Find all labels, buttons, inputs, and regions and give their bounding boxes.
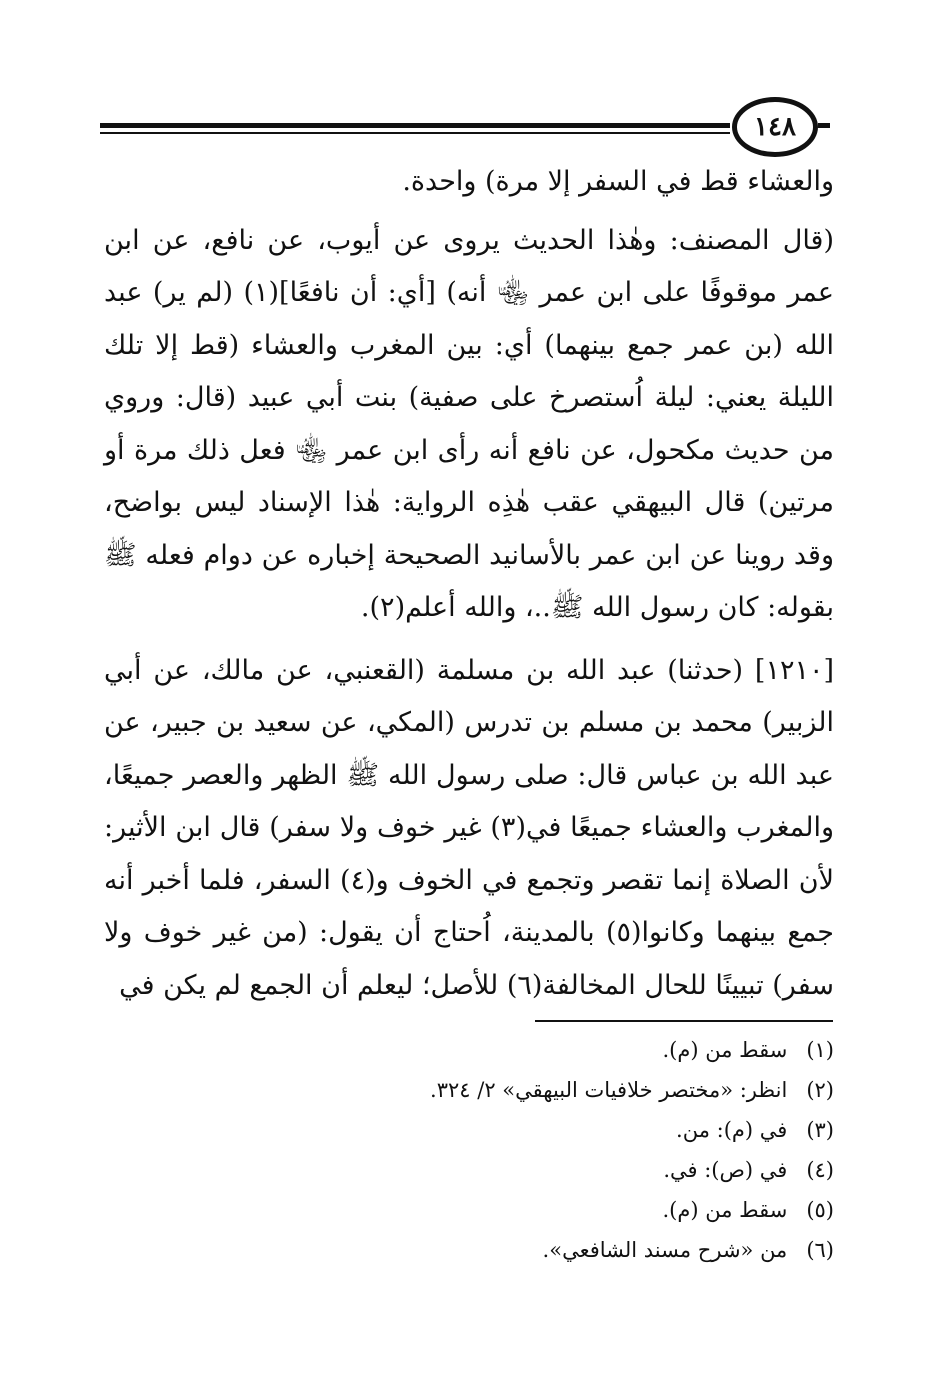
footnote-item — [104, 1070, 834, 1110]
footnote-number: (٤) — [806, 1158, 834, 1182]
paragraph-continuation: والعشاء قط في السفر إلا مرة) واحدة. — [402, 166, 834, 197]
footnote-separator — [535, 1020, 833, 1022]
paragraph-hadith-1210: [١٢١٠] (حدثنا) عبد الله بن مسلمة (القعنبي، عن مالك، عن أبي الزبير) محمد بن مسلم بن تدرس (المكي، عن سعيد بن جبير، عن عبد الله بن عباس قال: صلى رسول الله ﷺ الظهر والعصر جميعًا، والمغرب والعشاء جميعًا في(٣) غير خوف ولا سفر) قال ابن الأثير: لأن الصلاة إنما تقصر وتجمع في الخوف و(٤) السفر، فلما أخبر أنه جمع بينهما وكانوا(٥) بالمدينة، اُحتاج أن يقول: (من غير خوف ولا سفر) تبيينًا للحال المخالفة(٦) للأصل؛ ليعلم أن الجمع لم يكن في — [104, 654, 835, 1001]
main-text — [104, 156, 834, 1022]
footnote-item — [104, 1230, 834, 1270]
footnote-text: انظر: «مختصر خلافيات البيهقي» ٢/ ٣٢٤. — [430, 1078, 788, 1102]
footnote-text: في (ص): في. — [663, 1158, 788, 1182]
footnote-item — [104, 1030, 834, 1070]
footnote-number: (٦) — [806, 1238, 834, 1262]
footnote-number: (٢) — [806, 1078, 834, 1102]
footnote-number: (٣) — [806, 1118, 834, 1142]
page-number: ١٤٨ — [754, 112, 796, 142]
header-rule-thin — [100, 132, 730, 134]
header-rule-end — [818, 123, 830, 128]
footnote-item — [104, 1190, 834, 1230]
footnote-item — [104, 1110, 834, 1150]
footnote-text: في (م): من. — [676, 1118, 788, 1142]
footnote-text: من «شرح مسند الشافعي». — [542, 1238, 788, 1262]
footnote-number: (٥) — [806, 1198, 834, 1222]
footnote-text: سقط من (م). — [662, 1038, 788, 1062]
footnote-number: (١) — [806, 1038, 834, 1062]
footnotes-list — [104, 1030, 834, 1270]
page-number-badge — [732, 97, 818, 157]
footnote-item — [104, 1150, 834, 1190]
footnote-text: سقط من (م). — [662, 1198, 788, 1222]
paragraph-author-commentary: (قال المصنف: وهٰذا الحديث يروى عن أيوب، عن نافع، عن ابن عمر موقوفًا على ابن عمر ﵄ أنه) [أي: أن نافعًا](١) (لم ير) عبد الله (بن عمر جمع بينهما) أي: بين المغرب والعشاء (قط إلا تلك الليلة يعني: ليلة اُستصرخ على صفية) بنت أبي عبيد (قال: وروي من حديث مكحول، عن نافع أنه رأى ابن عمر ﵄ فعل ذلك مرة أو مرتين) قال البيهقي عقب هٰذِه الرواية: هٰذا الإسناد ليس بواضح، وقد روينا عن ابن عمر بالأسانيد الصحيحة إخباره عن دوام فعله ﷺ بقوله: كان رسول الله ﷺ..، والله أعلم(٢). — [104, 224, 834, 623]
page-header — [100, 95, 830, 159]
header-rule-thick — [100, 123, 730, 128]
